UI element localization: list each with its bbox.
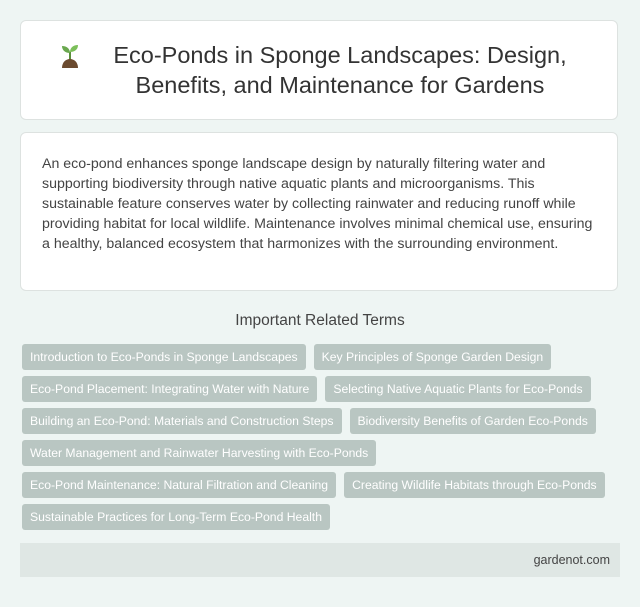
- related-term-tag[interactable]: Biodiversity Benefits of Garden Eco-Ponds: [350, 408, 596, 434]
- page-title: Eco-Ponds in Sponge Landscapes: Design, Benefits, and Maintenance for Gardens: [113, 42, 567, 98]
- related-term-tag[interactable]: Sustainable Practices for Long-Term Eco-Pond Health: [22, 504, 330, 530]
- tag-row: [22, 504, 618, 530]
- footer: [20, 543, 620, 577]
- related-term-tag[interactable]: Creating Wildlife Habitats through Eco-Ponds: [344, 472, 605, 498]
- title-card: [20, 20, 618, 120]
- tag-row: [22, 408, 618, 434]
- tag-row: [22, 440, 618, 466]
- related-terms-list: [22, 344, 618, 536]
- sprout-icon: [59, 42, 81, 68]
- related-term-tag[interactable]: Selecting Native Aquatic Plants for Eco-Ponds: [325, 376, 590, 402]
- related-terms-heading: Important Related Terms: [235, 312, 405, 329]
- related-term-tag[interactable]: Key Principles of Sponge Garden Design: [314, 344, 552, 370]
- related-term-tag[interactable]: Eco-Pond Maintenance: Natural Filtration and Cleaning: [22, 472, 336, 498]
- description-card: [20, 132, 618, 291]
- related-term-tag[interactable]: Eco-Pond Placement: Integrating Water with Nature: [22, 376, 317, 402]
- title-wrap: [59, 40, 579, 100]
- footer-site-link[interactable]: gardenot.com: [533, 553, 610, 567]
- tag-row: [22, 344, 618, 370]
- related-term-tag[interactable]: Building an Eco-Pond: Materials and Construction Steps: [22, 408, 342, 434]
- tag-row: [22, 472, 618, 498]
- tag-row: [22, 376, 618, 402]
- related-term-tag[interactable]: Introduction to Eco-Ponds in Sponge Landscapes: [22, 344, 306, 370]
- related-term-tag[interactable]: Water Management and Rainwater Harvesting with Eco-Ponds: [22, 440, 376, 466]
- description-text: An eco-pond enhances sponge landscape design by naturally filtering water and supporting biodiversity through native aquatic plants and microorganisms. This sustainable feature conserves water by collecting rainwater and reducing runoff while providing habitat for local wildlife. Maintenance involves minimal chemical use, ensuring a healthy, balanced ecosystem that harmonizes with the surrounding environment.: [42, 156, 593, 252]
